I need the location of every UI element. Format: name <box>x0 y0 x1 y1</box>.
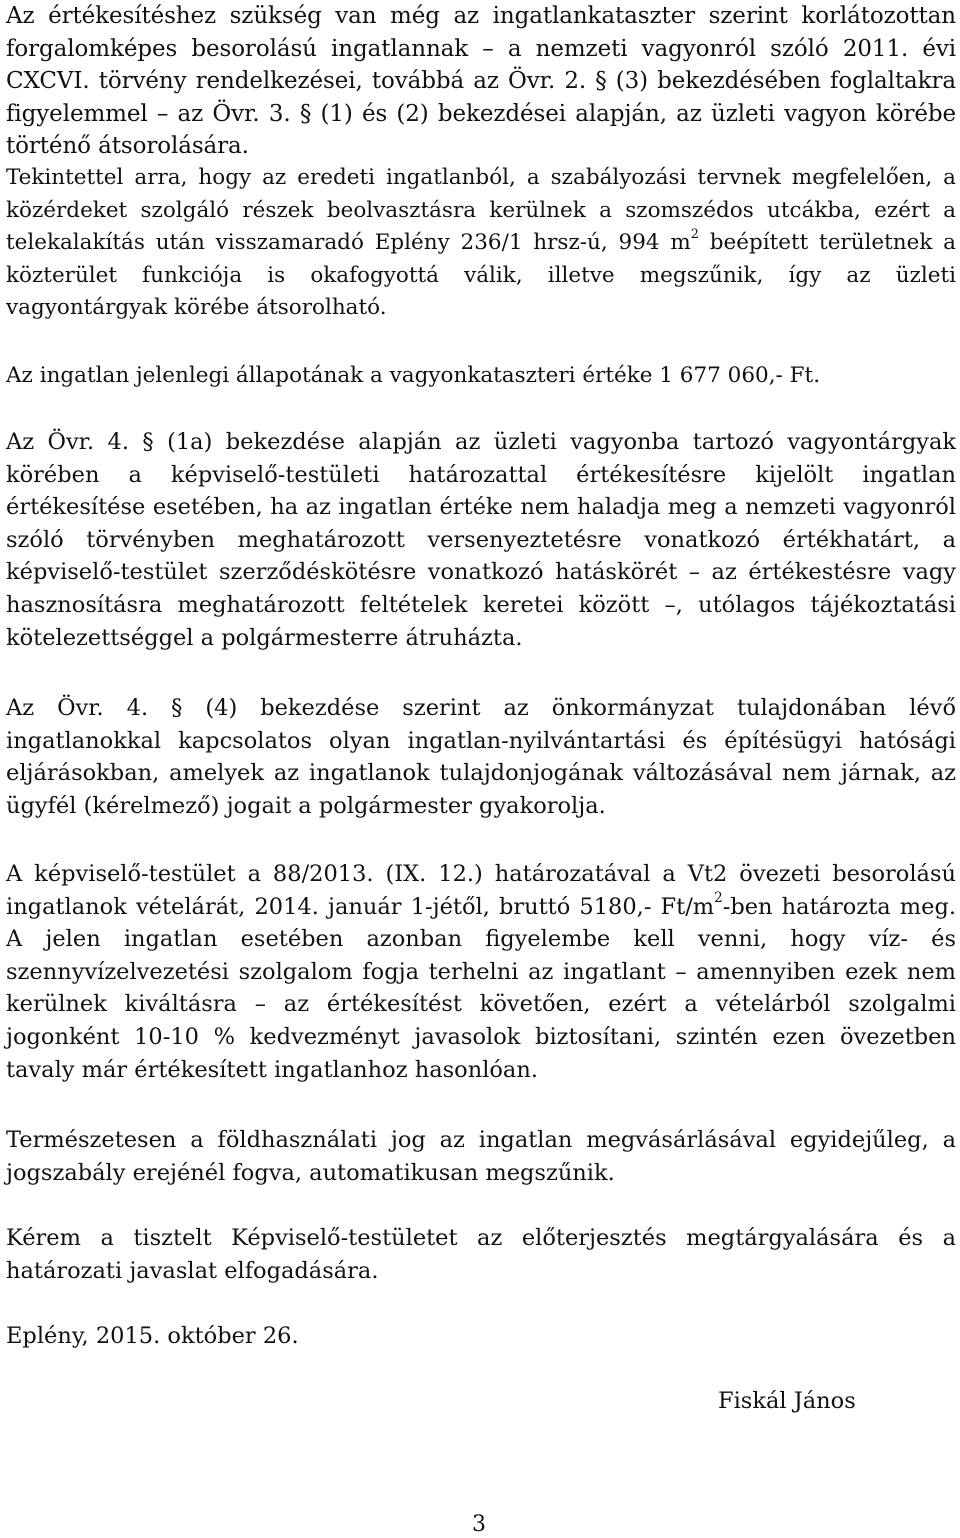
paragraph-land-use-right: Természetesen a földhasználati jog az ingatlan megvásárlásával egyidejűleg, a jogszabály erejénél fogva, automatikusan megszűnik. <box>6 1127 956 1186</box>
paragraph-price-resolution <box>6 858 956 1086</box>
paragraph-authority-transfer: Az Övr. 4. § (1a) bekezdése alapján az üzleti vagyonba tartozó vagyontárgyak körében a képviselő-testületi határozattal értékesítésre kijelölt ingatlan értékesítése esetében, ha az ingatlan értéke nem haladja meg a nemzeti vagyonról szóló törvényben meghatározott versenyeztetésre vonatkozó értékhatárt, a képviselő-testület szerződéskötésre vonatkozó hatáskörét – az értékestésre vagy hasznosításra meghatározott feltételek keretei között –, utólagos tájékoztatási kötelezettséggel a polgármesterre átruházta. <box>6 429 956 651</box>
place-and-date: Eplény, 2015. október 26. <box>6 1323 299 1349</box>
page-number: 3 <box>472 1512 486 1537</box>
paragraph-property-description <box>6 162 956 325</box>
price-unit-superscript: 2 <box>714 890 723 907</box>
paragraph-property-description-rest: beépített területnek a közterület funkciója is okafogyottá válik, illetve megszűnik, így az üzleti vagyontárgyak körébe átsorolható. <box>6 230 957 321</box>
paragraph-price-resolution-text: A képviselő-testület a 88/2013. (IX. 12.) határozatával a Vt2 övezeti besorolású ingatlanok vételárát, 2014. január 1-jétől, bruttó 5180,- Ft/m <box>6 861 956 920</box>
paragraph-cadastral-value: Az ingatlan jelenlegi állapotának a vagyonkataszteri értéke 1 677 060,- Ft. <box>6 363 821 388</box>
paragraph-request: Kérem a tisztelt Képviselő-testületet az előterjesztés megtárgyalására és a határozati javaslat elfogadására. <box>6 1225 956 1284</box>
paragraph-property-description-text: Tekintettel arra, hogy az eredeti ingatlanból, a szabályozási tervnek megfelelően, a közérdeket szolgáló részek beolvasztásra kerülnek a szomszédos utcákba, ezért a telekalakítás után visszamaradó Eplény 236/1 hrsz-ú, 994 m <box>6 165 956 256</box>
paragraph-reclassification: Az értékesítéshez szükség van még az ingatlankataszter szerint korlátozottan forgalomképes besorolású ingatlannak – a nemzeti vagyonról szóló 2011. évi CXCVI. törvény rendelkezései, továbbá az Övr. 2. § (3) bekezdésében foglaltakra figyelemmel – az Övr. 3. § (1) és (2) bekezdései alapján, az üzleti vagyon körébe történő átsorolására. <box>6 3 956 160</box>
signatory-name: Fiskál János <box>718 1388 856 1414</box>
paragraph-mayor-rights: Az Övr. 4. § (4) bekezdése szerint az önkormányzat tulajdonában lévő ingatlanokkal kapcsolatos olyan ingatlan-nyilvántartási és építésügyi hatósági eljárásokban, amelyek az ingatlanok tulajdonjogának változásával nem járnak, az ügyfél (kérelmező) jogait a polgármester gyakorolja. <box>6 695 956 819</box>
paragraph-price-resolution-rest: -ben határozta meg. A jelen ingatlan esetében azonban figyelembe kell venni, hogy víz- és szennyvízelvezetési szolgalom fogja terhelni az ingatlant – amennyiben ezek nem kerülnek kiváltásra – az értékesítést követően, ezért a vételárból szolgalmi jogonként 10-10 % kedvezményt javasolok biztosítani, szintén ezen övezetben tavaly már értékesített ingatlanhoz hasonlóan. <box>6 893 957 1083</box>
area-unit-superscript: 2 <box>690 227 699 243</box>
